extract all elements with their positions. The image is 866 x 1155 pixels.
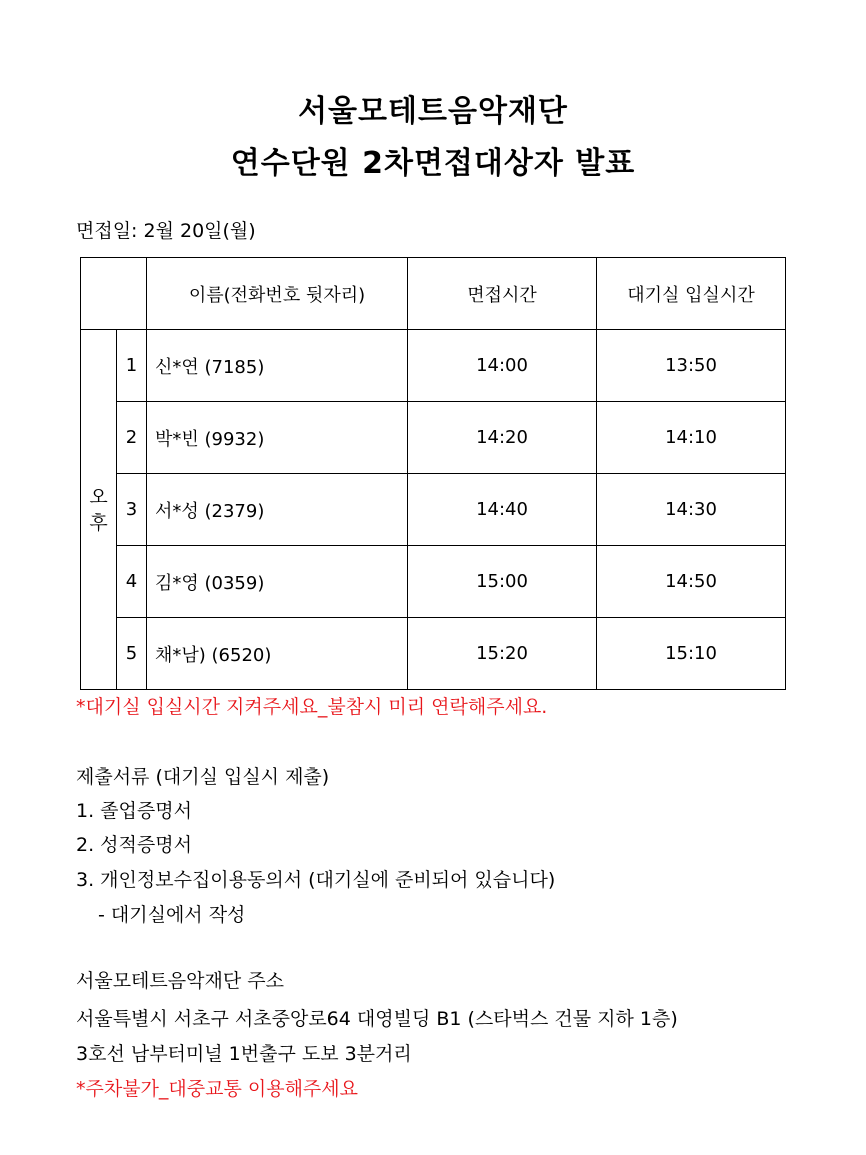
table-header-row bbox=[81, 258, 786, 330]
waiting-room-time: 14:10 bbox=[597, 402, 786, 474]
document-sub-note: - 대기실에서 작성 bbox=[98, 904, 246, 926]
period-label-line1: 오 bbox=[89, 485, 108, 508]
row-number: 5 bbox=[117, 618, 147, 690]
address-line: 서울특별시 서초구 서초중앙로64 대영빌딩 B1 (스타벅스 건물 지하 1층) bbox=[76, 1008, 678, 1030]
candidate-name: 서*성 (2379) bbox=[147, 474, 408, 546]
waiting-room-time: 13:50 bbox=[597, 330, 786, 402]
interview-time: 14:00 bbox=[408, 330, 597, 402]
waiting-room-time: 14:30 bbox=[597, 474, 786, 546]
table-row bbox=[81, 330, 786, 402]
table-row bbox=[81, 546, 786, 618]
row-number: 1 bbox=[117, 330, 147, 402]
interview-time: 14:40 bbox=[408, 474, 597, 546]
header-interview-time: 면접시간 bbox=[408, 258, 597, 330]
waiting-room-notice: *대기실 입실시간 지켜주세요_불참시 미리 연락해주세요. bbox=[76, 696, 548, 718]
documents-heading: 제출서류 (대기실 입실시 제출) bbox=[76, 766, 330, 788]
document-item: 1. 졸업증명서 bbox=[76, 800, 192, 822]
document-item: 2. 성적증명서 bbox=[76, 834, 192, 856]
interview-time: 15:20 bbox=[408, 618, 597, 690]
candidate-name: 박*빈 (9932) bbox=[147, 402, 408, 474]
table-row bbox=[81, 402, 786, 474]
header-blank-cell bbox=[81, 258, 147, 330]
table-row bbox=[81, 618, 786, 690]
row-number: 4 bbox=[117, 546, 147, 618]
document-item: 3. 개인정보수집이용동의서 (대기실에 준비되어 있습니다) bbox=[76, 869, 556, 891]
row-number: 2 bbox=[117, 402, 147, 474]
header-waiting-room-time: 대기실 입실시간 bbox=[597, 258, 786, 330]
candidate-name: 채*남) (6520) bbox=[147, 618, 408, 690]
interview-time: 15:00 bbox=[408, 546, 597, 618]
parking-notice: *주차불가_대중교통 이용해주세요 bbox=[76, 1078, 358, 1100]
candidate-name: 김*영 (0359) bbox=[147, 546, 408, 618]
waiting-room-time: 15:10 bbox=[597, 618, 786, 690]
waiting-room-time: 14:50 bbox=[597, 546, 786, 618]
table-row bbox=[81, 474, 786, 546]
address-heading: 서울모테트음악재단 주소 bbox=[76, 970, 284, 992]
interview-time: 14:20 bbox=[408, 402, 597, 474]
document-subtitle: 연수단원 2차면접대상자 발표 bbox=[230, 146, 636, 181]
header-name: 이름(전화번호 뒷자리) bbox=[147, 258, 408, 330]
period-cell bbox=[81, 330, 117, 690]
row-number: 3 bbox=[117, 474, 147, 546]
period-label-line2: 후 bbox=[89, 511, 108, 534]
directions-line: 3호선 남부터미널 1번출구 도보 3분거리 bbox=[76, 1043, 412, 1065]
interview-date: 면접일: 2월 20일(월) bbox=[76, 220, 256, 242]
document-title: 서울모테트음악재단 bbox=[298, 94, 568, 129]
candidate-name: 신*연 (7185) bbox=[147, 330, 408, 402]
schedule-table bbox=[80, 257, 786, 690]
